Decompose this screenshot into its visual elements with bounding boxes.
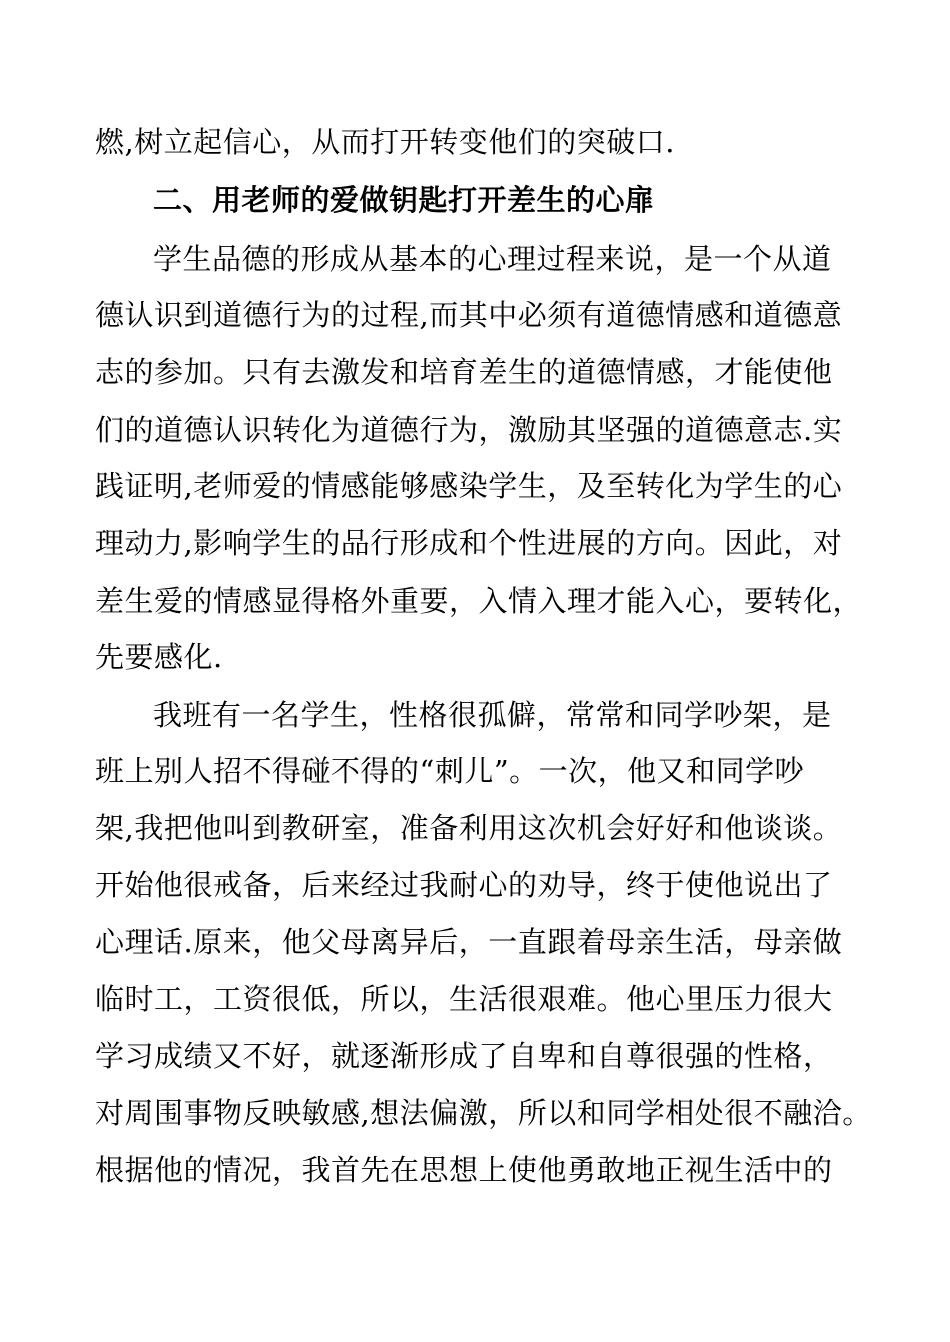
text-line: 临时工，工资很低，所以，生活很艰难。他心里压力很大 xyxy=(95,982,833,1016)
text-line: 我班有一名学生，性格很孤僻，常常和同学吵架，是 xyxy=(153,698,832,732)
text-line: 心理话.原来，他父母离异后，一直跟着母亲生活，母亲做 xyxy=(95,925,843,959)
text-line: 学生品德的形成从基本的心理过程来说，是一个从道 xyxy=(153,242,832,276)
text-line: 志的参加。只有去激发和培育差生的道德情感，才能使他 xyxy=(95,355,833,389)
text-line: 燃,树立起信心，从而打开转变他们的突破口. xyxy=(95,125,675,159)
text-line: 班上别人招不得碰不得的“刺儿”。一次，他又和同学吵 xyxy=(95,754,805,788)
text-line: 差生爱的情感显得格外重要，入情入理才能入心，要转化， xyxy=(95,584,863,618)
text-line: 德认识到道德行为的过程,而其中必须有道德情感和道德意 xyxy=(95,298,843,332)
text-line: 学习成绩又不好，就逐渐形成了自卑和自尊很强的性格， xyxy=(95,1039,833,1073)
text-line: 开始他很戒备，后来经过我耐心的劝导，终于使他说出了 xyxy=(95,868,833,902)
text-line: 先要感化. xyxy=(95,640,223,674)
text-line: 们的道德认识转化为道德行为，激励其坚强的道德意志.实 xyxy=(95,413,843,447)
text-line: 理动力,影响学生的品行形成和个性进展的方向。因此，对 xyxy=(95,526,843,560)
text-line: 根据他的情况，我首先在思想上使他勇敢地正视生活中的 xyxy=(95,1153,833,1187)
text-line: 践证明,老师爱的情感能够感染学生，及至转化为学生的心 xyxy=(95,469,843,503)
text-line: 架,我把他叫到教研室，准备利用这次机会好好和他谈谈。 xyxy=(95,811,843,845)
text-line: 对周围事物反映敏感,想法偏激，所以和同学相处很不融洽。 xyxy=(95,1096,872,1130)
section-heading: 二、用老师的爱做钥匙打开差生的心扉 xyxy=(153,183,655,217)
